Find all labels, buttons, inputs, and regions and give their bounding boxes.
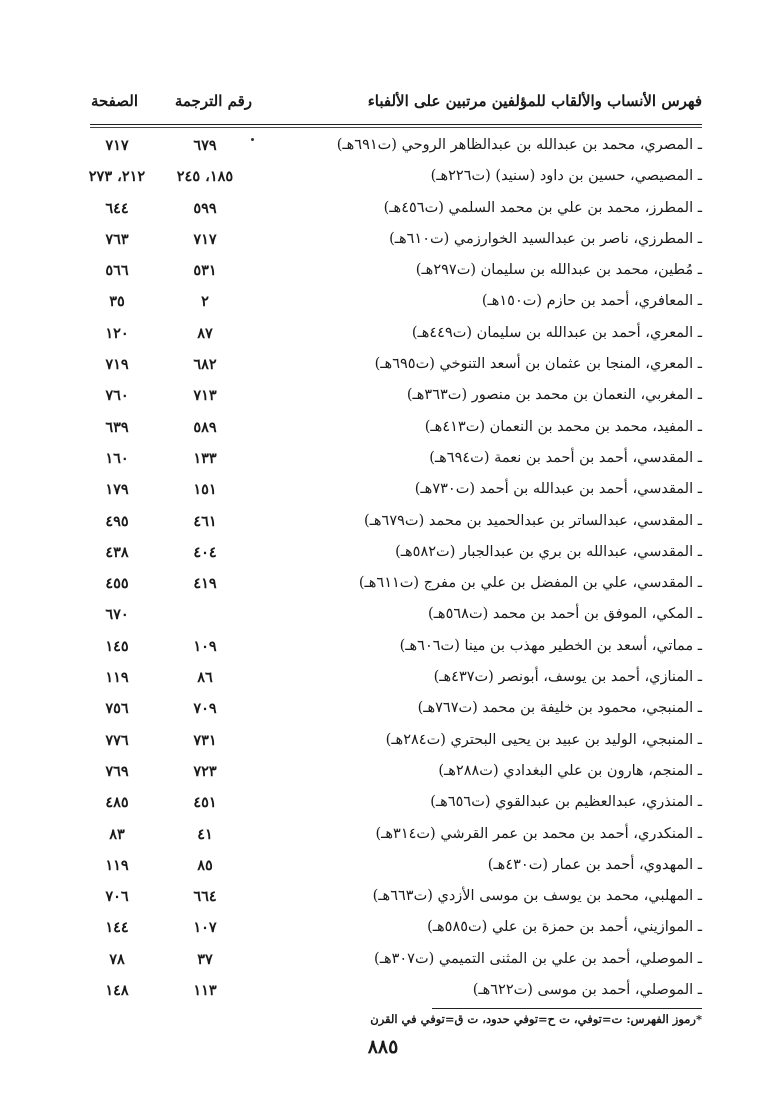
entry-number: ١٠٧ <box>193 919 217 937</box>
entry-number: ٨٥ <box>197 856 213 874</box>
index-entry-row <box>90 851 702 882</box>
index-entry-row <box>90 131 702 162</box>
entry-name: ـ المقدسي، علي بن المفضل بن علي بن مفرج (ت٦١١هـ) <box>358 575 702 592</box>
entry-number: ١٥١ <box>193 481 217 499</box>
index-entry-row <box>90 381 702 412</box>
entry-page: ٧٨ <box>109 950 125 968</box>
index-entry-row <box>90 726 702 757</box>
entry-name: ـ مماتي، أسعد بن الخطير مهذب بن مينا (ت٦٠٦هـ) <box>399 637 702 654</box>
entry-number-column-heading: رقم الترجمة <box>174 92 252 110</box>
entry-name: ـ المطرز، محمد بن علي بن محمد السلمي (ت٤٥٦هـ) <box>383 199 702 216</box>
entry-name: ـ المنبجي، الوليد بن عبيد بن يحيى البحتري (ت٢٨٤هـ) <box>385 731 702 748</box>
entry-page: ٧١٩ <box>105 356 129 374</box>
entry-number: ٤٠٤ <box>193 543 217 561</box>
index-entry-row <box>90 225 702 256</box>
entry-number: ٦٧٩ <box>193 137 217 154</box>
entry-number: ٧١٣ <box>193 387 217 405</box>
entry-name: ـ المغربي، النعمان بن محمد بن منصور (ت٣٦٣هـ) <box>406 387 702 404</box>
entry-page: ٧٠٦ <box>105 888 129 906</box>
entry-name: ـ المقدسي، عبدالساتر بن عبدالحميد بن محمد (ت٦٧٩هـ) <box>363 512 702 529</box>
entry-number: ٧٣١ <box>193 731 217 749</box>
entry-page: ١١٩ <box>105 856 129 874</box>
entry-number: ٢ <box>201 293 209 311</box>
entry-page: ٥٦٦ <box>105 262 129 280</box>
index-entry-row <box>90 475 702 506</box>
page-number: ٨٨٥ <box>367 1036 399 1058</box>
entry-page: ١٦٠ <box>105 449 129 467</box>
footnote-abbreviations: *رموز الفهرس: ت=توفي، ت ح=توفي حدود، ت ق=توفي في القرن <box>370 1012 702 1026</box>
entry-page: ٧١٧ <box>105 137 129 154</box>
entry-name: ـ المنذري، عبدالعظيم بن عبدالقوي (ت٦٥٦هـ) <box>430 794 702 811</box>
entry-page: ٧٦٩ <box>105 762 129 780</box>
entry-name: ـ الموصلي، أحمد بن موسى (ت٦٢٢هـ) <box>472 982 702 999</box>
index-entries-list <box>90 131 702 1007</box>
entry-number: ٤١٩ <box>193 575 217 593</box>
entry-page: ٨٣ <box>109 825 125 843</box>
entry-number: ٧٢٣ <box>193 762 217 780</box>
entry-name: ـ مُطين، محمد بن عبدالله بن سليمان (ت٢٩٧هـ) <box>415 262 702 279</box>
entry-page: ١٤٥ <box>105 637 129 655</box>
entry-name: ـ المقدسي، عبدالله بن بري بن عبدالجبار (ت٥٨٢هـ) <box>395 543 702 560</box>
entry-page: ٦٧٠ <box>105 606 129 624</box>
index-entry-row <box>90 319 702 350</box>
index-entry-row <box>90 413 702 444</box>
entry-page: ٧٧٦ <box>105 731 129 749</box>
entry-page: ٤٣٨ <box>105 543 129 561</box>
index-title: فهرس الأنساب والألقاب للمؤلفين مرتبين على الألفباء <box>367 92 702 110</box>
entry-number: ٦٦٤ <box>193 888 217 906</box>
entry-page: ٦٤٤ <box>105 199 129 217</box>
header-divider-thin <box>90 127 702 128</box>
index-entry-row <box>90 632 702 663</box>
index-entry-row <box>90 788 702 819</box>
entry-page: ٧٦٣ <box>105 230 129 248</box>
entry-name: ـ المنبجي، محمود بن خليفة بن محمد (ت٧٦٧هـ) <box>417 700 702 717</box>
entry-page: ١٤٨ <box>105 982 129 1000</box>
entry-number: ٧١٧ <box>193 230 217 248</box>
entry-name: ـ المهدوي، أحمد بن عمار (ت٤٣٠هـ) <box>487 856 702 873</box>
index-entry-row <box>90 694 702 725</box>
index-entry-row <box>90 507 702 538</box>
entry-number: ١٨٥، ٢٤٥ <box>176 168 234 186</box>
entry-page: ١٧٩ <box>105 481 129 499</box>
entry-number: ٥٣١ <box>193 262 217 280</box>
header-divider <box>90 124 702 125</box>
entry-number: ١٣٣ <box>193 449 217 467</box>
entry-name: ـ المكي، الموفق بن أحمد بن محمد (ت٥٦٨هـ) <box>428 606 702 623</box>
entry-name: ـ المنكدري، أحمد بن محمد بن عمر القرشي (ت٣١٤هـ) <box>375 825 702 842</box>
entry-name: ـ المنازي، أحمد بن يوسف، أبونصر (ت٤٣٧هـ) <box>433 669 702 686</box>
index-entry-row <box>90 663 702 694</box>
entry-page: ٤٥٥ <box>105 575 129 593</box>
entry-number: ٥٨٩ <box>193 418 217 436</box>
index-entry-row <box>90 820 702 851</box>
entry-number: ٦٨٢ <box>193 356 217 374</box>
entry-name: ـ المعري، المنجا بن عثمان بن أسعد التنوخي (ت٦٩٥هـ) <box>374 356 702 373</box>
entry-number: ٤٥١ <box>193 794 217 812</box>
index-entry-row <box>90 350 702 381</box>
entry-number: ٤٦١ <box>193 512 217 530</box>
index-header <box>90 84 702 124</box>
page-column-heading: الصفحة <box>90 92 138 110</box>
entry-name: ـ المفيد، محمد بن محمد بن النعمان (ت٤١٣هـ) <box>424 418 702 435</box>
entry-number: ٥٩٩ <box>193 199 217 217</box>
entry-name: ـ الموصلي، أحمد بن علي بن المثنى التميمي (ت٣٠٧هـ) <box>374 950 702 967</box>
entry-name: ـ المنجم، هارون بن علي البغدادي (ت٢٨٨هـ) <box>438 762 702 779</box>
entry-page: ٧٥٦ <box>105 700 129 718</box>
entry-page: ٣٥ <box>109 293 125 311</box>
entry-number: ٤١ <box>197 825 213 843</box>
entry-name: ـ المقدسي، أحمد بن أحمد بن نعمة (ت٦٩٤هـ) <box>429 449 702 466</box>
entry-page: ١٢٠ <box>105 324 129 342</box>
index-entry-row <box>90 600 702 631</box>
entry-number: ١٠٩ <box>193 637 217 655</box>
index-entry-row <box>90 757 702 788</box>
index-entry-row <box>90 194 702 225</box>
footnote-divider <box>432 1008 702 1009</box>
entry-number: ٣٧ <box>197 950 213 968</box>
index-entry-row <box>90 913 702 944</box>
entry-page: ١٤٤ <box>105 919 129 937</box>
entry-name: ـ المهلبي، محمد بن يوسف بن موسى الأزدي (ت٦٦٣هـ) <box>372 888 702 905</box>
entry-page: ٦٣٩ <box>105 418 129 436</box>
index-entry-row <box>90 256 702 287</box>
entry-name: ـ المعري، أحمد بن عبدالله بن سليمان (ت٤٤٩هـ) <box>411 324 702 341</box>
index-entry-row <box>90 569 702 600</box>
entry-number: ٨٦ <box>197 669 213 687</box>
index-entry-row <box>90 444 702 475</box>
entry-page: ٧٦٠ <box>105 387 129 405</box>
entry-number: ١١٣ <box>193 982 217 1000</box>
entry-name: ـ المقدسي، أحمد بن عبدالله بن أحمد (ت٧٣٠هـ) <box>414 481 702 498</box>
entry-number: ٨٧ <box>197 324 213 342</box>
entry-page: ٢١٢، ٢٧٣ <box>88 168 146 186</box>
entry-name: ـ المصري، محمد بن عبدالله بن عبدالظاهر الروحي (ت٦٩١هـ) <box>336 137 702 153</box>
entry-page: ١١٩ <box>105 669 129 687</box>
index-entry-row <box>90 945 702 976</box>
index-entry-row <box>90 976 702 1007</box>
entry-page: ٤٨٥ <box>105 794 129 812</box>
entry-page: ٤٩٥ <box>105 512 129 530</box>
entry-name: ـ المصيصي، حسين بن داود (سنيد) (ت٢٢٦هـ) <box>430 168 702 185</box>
entry-name: ـ المطرزي، ناصر بن عبدالسيد الخوارزمي (ت٦١٠هـ) <box>389 230 702 247</box>
entry-name: ـ الموازيني، أحمد بن حمزة بن علي (ت٥٨٥هـ) <box>427 919 702 936</box>
index-entry-row <box>90 882 702 913</box>
index-entry-row <box>90 538 702 569</box>
entry-name: ـ المعافري، أحمد بن حازم (ت١٥٠هـ) <box>481 293 702 310</box>
entry-number: ٧٠٩ <box>193 700 217 718</box>
index-entry-row <box>90 162 702 193</box>
index-entry-row <box>90 287 702 318</box>
